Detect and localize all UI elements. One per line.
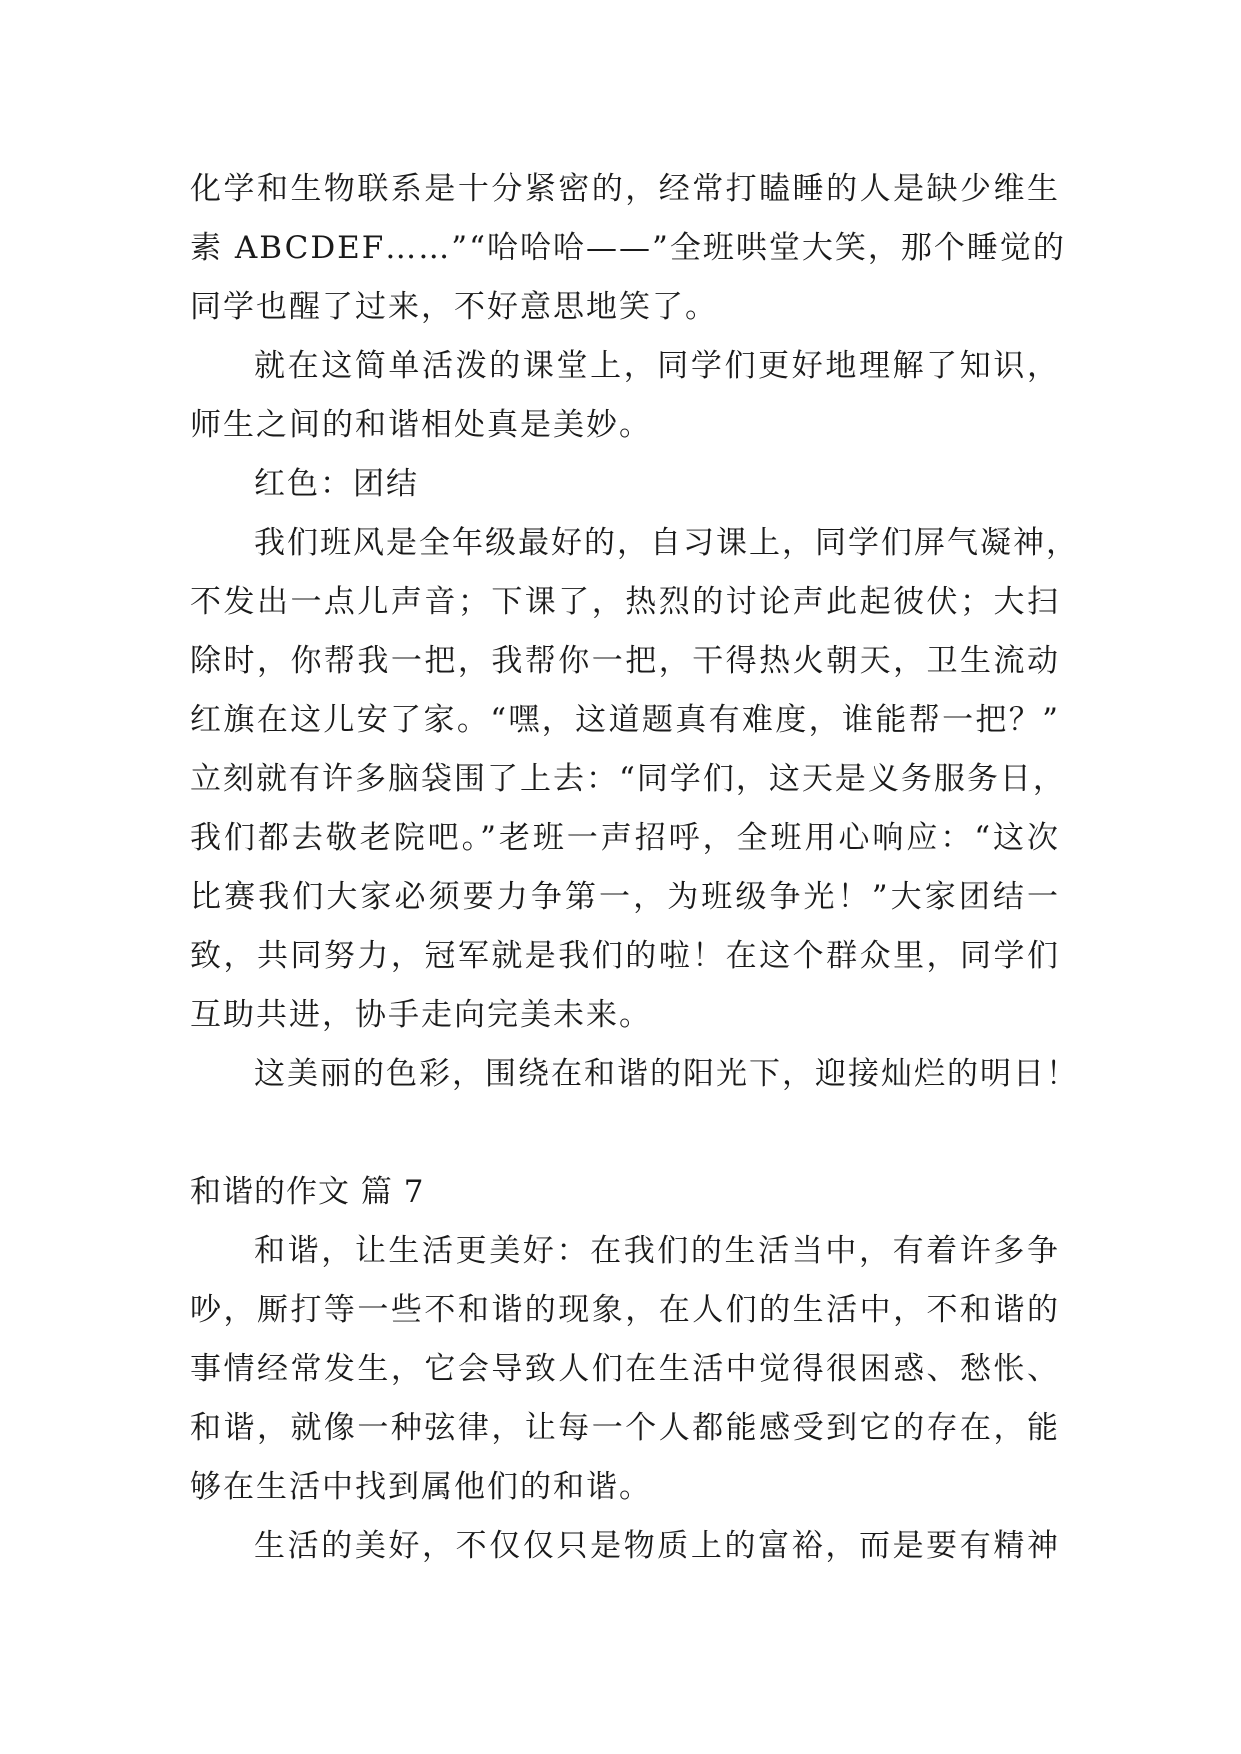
text-line: 化学和生物联系是十分紧密的，经常打瞌睡的人是缺少维生 bbox=[190, 171, 1060, 207]
paragraph-spiritual bbox=[190, 1517, 1060, 1576]
text-line: 互助共进，协手走向完美未来。 bbox=[190, 997, 652, 1033]
section-gap bbox=[190, 1104, 1060, 1163]
paragraph-harmony-life bbox=[190, 1222, 1060, 1517]
paragraph-chemistry bbox=[190, 160, 1066, 337]
text-line: 这美丽的色彩，围绕在和谐的阳光下，迎接灿烂的明日！ bbox=[254, 1056, 1079, 1092]
text-line: 不发出一点儿声音；下课了，热烈的讨论声此起彼伏；大扫 bbox=[190, 584, 1060, 620]
text-line: 除时，你帮我一把，我帮你一把，干得热火朝天，卫生流动 bbox=[190, 643, 1060, 679]
text-line: 比赛我们大家必须要力争第一，为班级争光！”大家团结一 bbox=[190, 879, 1060, 915]
text-line: 我们班风是全年级最好的，自习课上，同学们屏气凝神， bbox=[254, 525, 1079, 561]
text-line: 生活的美好，不仅仅只是物质上的富裕，而是要有精神 bbox=[254, 1528, 1060, 1564]
paragraph-red-unity bbox=[190, 455, 1060, 514]
text-line: 和谐，就像一种弦律，让每一个人都能感受到它的存在，能 bbox=[190, 1410, 1060, 1446]
subheading-red: 红色：团结 bbox=[254, 466, 419, 502]
text-line: 够在生活中找到属他们的和谐。 bbox=[190, 1469, 652, 1505]
text-line: 同学也醒了过来，不好意思地笑了。 bbox=[190, 289, 718, 325]
paragraph-colors-closing bbox=[190, 1045, 1079, 1104]
text-line: 事情经常发生，它会导致人们在生活中觉得很困惑、愁怅、 bbox=[190, 1351, 1060, 1387]
text-line: 致，共同努力，冠军就是我们的啦！在这个群众里，同学们 bbox=[190, 938, 1060, 974]
paragraph-class-spirit bbox=[190, 514, 1079, 1045]
text-line: 素 ABCDEF……”“哈哈哈——”全班哄堂大笑，那个睡觉的 bbox=[190, 230, 1066, 266]
document-body bbox=[190, 160, 1079, 1576]
section-heading: 和谐的作文 篇 7 bbox=[190, 1174, 425, 1210]
text-line: 和谐，让生活更美好：在我们的生活当中，有着许多争 bbox=[254, 1233, 1060, 1269]
text-line: 我们都去敬老院吧。”老班一声招呼，全班用心响应：“这次 bbox=[190, 820, 1060, 856]
text-line: 红旗在这儿安了家。“嘿，这道题真有难度，谁能帮一把？” bbox=[190, 702, 1060, 738]
text-line: 立刻就有许多脑袋围了上去：“同学们，这天是义务服务日， bbox=[190, 761, 1066, 797]
text-line: 就在这简单活泼的课堂上，同学们更好地理解了知识， bbox=[254, 348, 1060, 384]
paragraph-classroom bbox=[190, 337, 1060, 455]
text-line: 师生之间的和谐相处真是美妙。 bbox=[190, 407, 652, 443]
text-line: 吵，厮打等一些不和谐的现象，在人们的生活中，不和谐的 bbox=[190, 1292, 1060, 1328]
